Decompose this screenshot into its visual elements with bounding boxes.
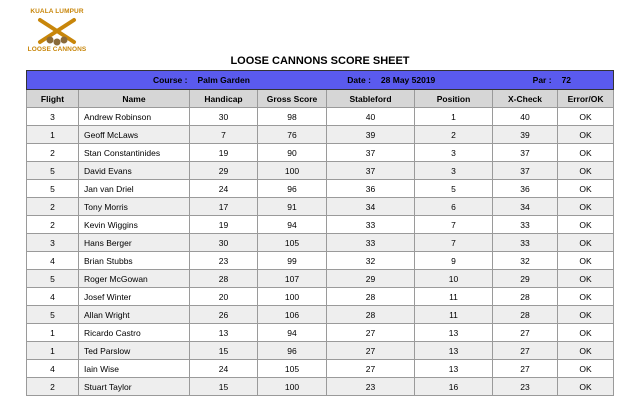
name-cell: Hans Berger <box>79 234 190 252</box>
par-info: Par : 72 <box>532 75 572 85</box>
status-cell: OK <box>558 144 614 162</box>
page-title: LOOSE CANNONS SCORE SHEET <box>230 55 410 67</box>
x-check-cell: 27 <box>493 360 558 378</box>
flight-cell: 2 <box>27 216 79 234</box>
handicap-cell: 23 <box>190 252 258 270</box>
name-cell: Josef Winter <box>79 288 190 306</box>
position-cell: 9 <box>415 252 493 270</box>
handicap-cell: 24 <box>190 360 258 378</box>
flight-cell: 2 <box>27 144 79 162</box>
x-check-cell: 36 <box>493 180 558 198</box>
handicap-cell: 15 <box>190 342 258 360</box>
gross-score-cell: 99 <box>258 252 327 270</box>
column-header-row <box>27 90 614 108</box>
name-cell: Andrew Robinson <box>79 108 190 126</box>
name-cell: Jan van Driel <box>79 180 190 198</box>
table-row <box>27 108 614 126</box>
name-cell: Geoff McLaws <box>79 126 190 144</box>
status-cell: OK <box>558 360 614 378</box>
gross-score-cell: 76 <box>258 126 327 144</box>
stableford-cell: 32 <box>327 252 415 270</box>
x-check-cell: 28 <box>493 306 558 324</box>
position-cell: 6 <box>415 198 493 216</box>
table-row <box>27 216 614 234</box>
x-check-cell: 34 <box>493 198 558 216</box>
table-row <box>27 252 614 270</box>
flight-cell: 1 <box>27 342 79 360</box>
table-row <box>27 360 614 378</box>
gross-score-cell: 105 <box>258 234 327 252</box>
table-row <box>27 126 614 144</box>
handicap-cell: 26 <box>190 306 258 324</box>
name-cell: Tony Morris <box>79 198 190 216</box>
x-check-cell: 29 <box>493 270 558 288</box>
x-check-cell: 37 <box>493 162 558 180</box>
status-cell: OK <box>558 342 614 360</box>
flight-cell: 3 <box>27 234 79 252</box>
gross-score-cell: 96 <box>258 342 327 360</box>
flight-cell: 1 <box>27 324 79 342</box>
crossed-cannons-icon <box>34 16 80 46</box>
table-row <box>27 198 614 216</box>
column-header: X-Check <box>493 90 558 108</box>
flight-cell: 3 <box>27 108 79 126</box>
stableford-cell: 33 <box>327 216 415 234</box>
status-cell: OK <box>558 216 614 234</box>
handicap-cell: 19 <box>190 216 258 234</box>
gross-score-cell: 98 <box>258 108 327 126</box>
table-row <box>27 378 614 396</box>
stableford-cell: 28 <box>327 288 415 306</box>
stableford-cell: 37 <box>327 144 415 162</box>
flight-cell: 2 <box>27 198 79 216</box>
column-header: Gross Score <box>258 90 327 108</box>
status-cell: OK <box>558 234 614 252</box>
handicap-cell: 15 <box>190 378 258 396</box>
logo-top-text: KUALA LUMPUR <box>30 8 84 15</box>
stableford-cell: 37 <box>327 162 415 180</box>
column-header: Flight <box>27 90 79 108</box>
logo-bottom-text: LOOSE CANNONS <box>27 46 87 53</box>
name-cell: Ted Parslow <box>79 342 190 360</box>
position-cell: 13 <box>415 360 493 378</box>
position-cell: 11 <box>415 306 493 324</box>
position-cell: 5 <box>415 180 493 198</box>
name-cell: Ricardo Castro <box>79 324 190 342</box>
status-cell: OK <box>558 270 614 288</box>
position-cell: 16 <box>415 378 493 396</box>
handicap-cell: 29 <box>190 162 258 180</box>
x-check-cell: 39 <box>493 126 558 144</box>
stableford-cell: 39 <box>327 126 415 144</box>
status-cell: OK <box>558 324 614 342</box>
stableford-cell: 23 <box>327 378 415 396</box>
status-cell: OK <box>558 252 614 270</box>
stableford-cell: 27 <box>327 324 415 342</box>
name-cell: Roger McGowan <box>79 270 190 288</box>
handicap-cell: 30 <box>190 234 258 252</box>
position-cell: 7 <box>415 234 493 252</box>
position-cell: 2 <box>415 126 493 144</box>
status-cell: OK <box>558 126 614 144</box>
stableford-cell: 27 <box>327 342 415 360</box>
gross-score-cell: 94 <box>258 216 327 234</box>
status-cell: OK <box>558 162 614 180</box>
table-row <box>27 162 614 180</box>
stableford-cell: 29 <box>327 270 415 288</box>
x-check-cell: 40 <box>493 108 558 126</box>
status-cell: OK <box>558 288 614 306</box>
name-cell: David Evans <box>79 162 190 180</box>
table-row <box>27 234 614 252</box>
gross-score-cell: 91 <box>258 198 327 216</box>
table-row <box>27 306 614 324</box>
status-cell: OK <box>558 378 614 396</box>
gross-score-cell: 90 <box>258 144 327 162</box>
position-cell: 3 <box>415 144 493 162</box>
gross-score-cell: 105 <box>258 360 327 378</box>
flight-cell: 1 <box>27 126 79 144</box>
position-cell: 10 <box>415 270 493 288</box>
x-check-cell: 33 <box>493 216 558 234</box>
flight-cell: 5 <box>27 180 79 198</box>
stableford-cell: 34 <box>327 198 415 216</box>
column-header: Handicap <box>190 90 258 108</box>
flight-cell: 4 <box>27 252 79 270</box>
x-check-cell: 33 <box>493 234 558 252</box>
table-row <box>27 324 614 342</box>
name-cell: Iain Wise <box>79 360 190 378</box>
status-cell: OK <box>558 306 614 324</box>
flight-cell: 5 <box>27 270 79 288</box>
gross-score-cell: 100 <box>258 378 327 396</box>
course-info-banner <box>27 71 614 90</box>
handicap-cell: 28 <box>190 270 258 288</box>
handicap-cell: 20 <box>190 288 258 306</box>
stableford-cell: 36 <box>327 180 415 198</box>
stableford-cell: 40 <box>327 108 415 126</box>
column-header: Position <box>415 90 493 108</box>
x-check-cell: 32 <box>493 252 558 270</box>
course-info: Course : Palm Garden <box>153 75 250 85</box>
flight-cell: 5 <box>27 162 79 180</box>
status-cell: OK <box>558 180 614 198</box>
stableford-cell: 28 <box>327 306 415 324</box>
gross-score-cell: 100 <box>258 288 327 306</box>
position-cell: 13 <box>415 324 493 342</box>
club-logo <box>24 8 90 54</box>
table-row <box>27 270 614 288</box>
name-cell: Kevin Wiggins <box>79 216 190 234</box>
flight-cell: 2 <box>27 378 79 396</box>
name-cell: Stuart Taylor <box>79 378 190 396</box>
score-table <box>26 70 614 396</box>
stableford-cell: 33 <box>327 234 415 252</box>
gross-score-cell: 94 <box>258 324 327 342</box>
table-row <box>27 288 614 306</box>
table-row <box>27 180 614 198</box>
gross-score-cell: 107 <box>258 270 327 288</box>
table-row <box>27 342 614 360</box>
status-cell: OK <box>558 108 614 126</box>
handicap-cell: 30 <box>190 108 258 126</box>
flight-cell: 4 <box>27 360 79 378</box>
gross-score-cell: 96 <box>258 180 327 198</box>
x-check-cell: 27 <box>493 324 558 342</box>
name-cell: Stan Constantinides <box>79 144 190 162</box>
x-check-cell: 37 <box>493 144 558 162</box>
flight-cell: 4 <box>27 288 79 306</box>
x-check-cell: 28 <box>493 288 558 306</box>
column-header: Name <box>79 90 190 108</box>
position-cell: 13 <box>415 342 493 360</box>
position-cell: 1 <box>415 108 493 126</box>
handicap-cell: 24 <box>190 180 258 198</box>
position-cell: 11 <box>415 288 493 306</box>
column-header: Stableford <box>327 90 415 108</box>
position-cell: 3 <box>415 162 493 180</box>
x-check-cell: 23 <box>493 378 558 396</box>
flight-cell: 5 <box>27 306 79 324</box>
column-header: Error/OK <box>558 90 614 108</box>
name-cell: Allan Wright <box>79 306 190 324</box>
position-cell: 7 <box>415 216 493 234</box>
stableford-cell: 27 <box>327 360 415 378</box>
handicap-cell: 17 <box>190 198 258 216</box>
x-check-cell: 27 <box>493 342 558 360</box>
handicap-cell: 19 <box>190 144 258 162</box>
gross-score-cell: 100 <box>258 162 327 180</box>
name-cell: Brian Stubbs <box>79 252 190 270</box>
table-row <box>27 144 614 162</box>
handicap-cell: 13 <box>190 324 258 342</box>
status-cell: OK <box>558 198 614 216</box>
date-info: Date : 28 May 52019 <box>347 75 436 85</box>
handicap-cell: 7 <box>190 126 258 144</box>
gross-score-cell: 106 <box>258 306 327 324</box>
